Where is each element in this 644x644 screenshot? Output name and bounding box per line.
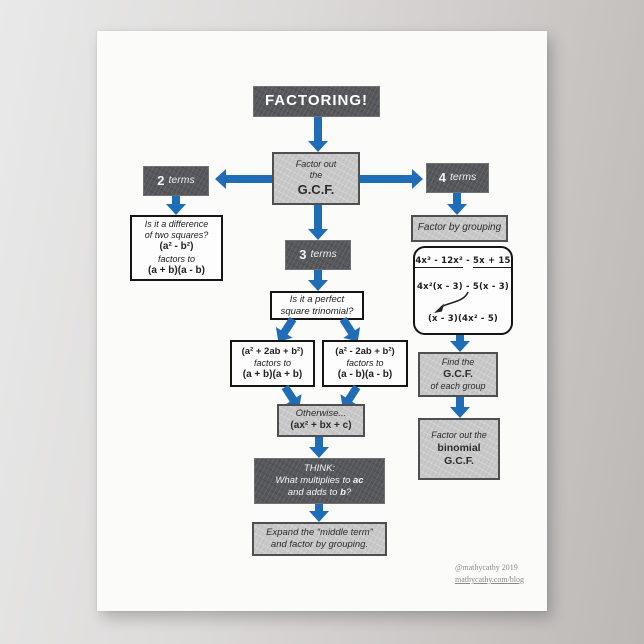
otherwise-line1: Otherwise... <box>295 408 347 420</box>
gcf-line3: G.C.F. <box>297 181 335 197</box>
flow-arrow-findgcf-to-binomial <box>450 397 470 418</box>
4-terms-number: 4 <box>438 169 446 185</box>
diffsq-result: (a + b)(a - b) <box>148 264 205 276</box>
work-sep: - <box>466 256 470 266</box>
curved-arrow-icon <box>431 290 475 316</box>
credit <box>455 562 547 585</box>
flow-arrow-gcf-to-4terms <box>360 169 423 189</box>
find-gcf-line2: G.C.F. <box>443 367 473 380</box>
think-line2 <box>275 475 363 487</box>
2-terms-word: terms <box>168 174 195 187</box>
node-find-gcf <box>418 352 498 397</box>
find-gcf-line1: Find the <box>441 356 475 367</box>
think-line1: THINK: <box>303 463 336 475</box>
node-plus-case <box>230 340 315 387</box>
minus-case-result: (a - b)(a - b) <box>337 368 393 380</box>
expand-line2: and factor by grouping. <box>270 539 369 550</box>
node-expand-middle-term <box>252 522 387 556</box>
flow-arrow-example-to-findgcf <box>450 335 470 352</box>
2-terms-number: 2 <box>157 172 165 188</box>
perfect-square-line1: Is it a perfect <box>289 293 345 305</box>
node-difference-of-squares <box>130 215 223 281</box>
credit-url: mathycathy.com/blog <box>455 574 525 584</box>
work-group2: 5x + 15 <box>473 256 511 266</box>
minus-case-mid: factors to <box>346 357 384 368</box>
factoring-poster <box>97 31 547 611</box>
factor-by-grouping-label: Factor by grouping <box>417 222 502 234</box>
expand-line1: Expand the “middle term” <box>266 527 373 539</box>
think-line2-bold: ac <box>353 475 364 487</box>
think-line3-bold: b <box>340 486 346 498</box>
binomial-line2: binomial <box>437 441 481 454</box>
node-factoring-title <box>253 86 380 117</box>
think-line2-pre: What multiplies to <box>275 475 354 487</box>
node-4-terms <box>426 163 489 193</box>
plus-case-formula: (a² + 2ab + b²) <box>241 345 304 357</box>
binomial-line1: Factor out the <box>431 430 487 441</box>
work-group1: 4x³ - 12x² <box>415 256 463 266</box>
node-think <box>254 458 385 504</box>
title-text: FACTORING! <box>264 92 369 110</box>
plus-case-mid: factors to <box>253 357 291 368</box>
gcf-line1: Factor out <box>295 159 337 170</box>
work-line-2: 4x²(x - 3) - 5(x - 3) <box>417 282 509 292</box>
flow-arrow-4terms-down <box>447 193 467 215</box>
binomial-line3: G.C.F. <box>444 454 474 467</box>
flow-arrow-2terms-down <box>166 196 186 215</box>
flow-arrow-3terms-down <box>308 270 328 291</box>
node-otherwise <box>277 404 365 437</box>
think-line3 <box>288 487 351 499</box>
plus-case-result: (a + b)(a + b) <box>242 368 303 380</box>
diffsq-formula: (a² - b²) <box>159 241 194 253</box>
flow-arrow-otherwise-to-think <box>309 437 329 458</box>
4-terms-word: terms <box>449 171 477 184</box>
credit-handle: @mathycathy 2019 <box>455 563 518 572</box>
node-factor-by-grouping <box>411 215 508 242</box>
node-gcf <box>272 152 360 205</box>
node-binomial-gcf <box>418 418 500 480</box>
node-grouping-example <box>413 246 513 335</box>
work-line-1 <box>415 256 511 267</box>
diffsq-line2: of two squares? <box>144 229 209 240</box>
flow-arrow-think-to-expand <box>309 504 329 522</box>
diffsq-line1: Is it a difference <box>144 218 209 229</box>
3-terms-number: 3 <box>299 246 307 262</box>
think-line3-pre: and adds to <box>287 486 341 498</box>
3-terms-word: terms <box>310 248 337 261</box>
flow-arrow-gcf-to-2terms <box>215 169 272 189</box>
otherwise-line2: (ax² + bx + c) <box>290 420 352 432</box>
minus-case-formula: (a² - 2ab + b²) <box>335 345 395 357</box>
work-line-3: (x - 3)(4x² - 5) <box>427 314 499 324</box>
perfect-square-line2: square trinomial? <box>280 305 354 317</box>
flow-arrow-gcf-to-3terms <box>308 205 328 240</box>
node-2-terms <box>143 166 209 196</box>
think-line3-post: ? <box>345 486 352 498</box>
node-minus-case <box>322 340 408 387</box>
node-3-terms <box>285 240 351 270</box>
gcf-line2: the <box>309 170 323 181</box>
flow-arrow-title-to-gcf <box>308 117 328 152</box>
find-gcf-line3: of each group <box>430 381 486 392</box>
diffsq-mid: factors to <box>157 253 195 264</box>
